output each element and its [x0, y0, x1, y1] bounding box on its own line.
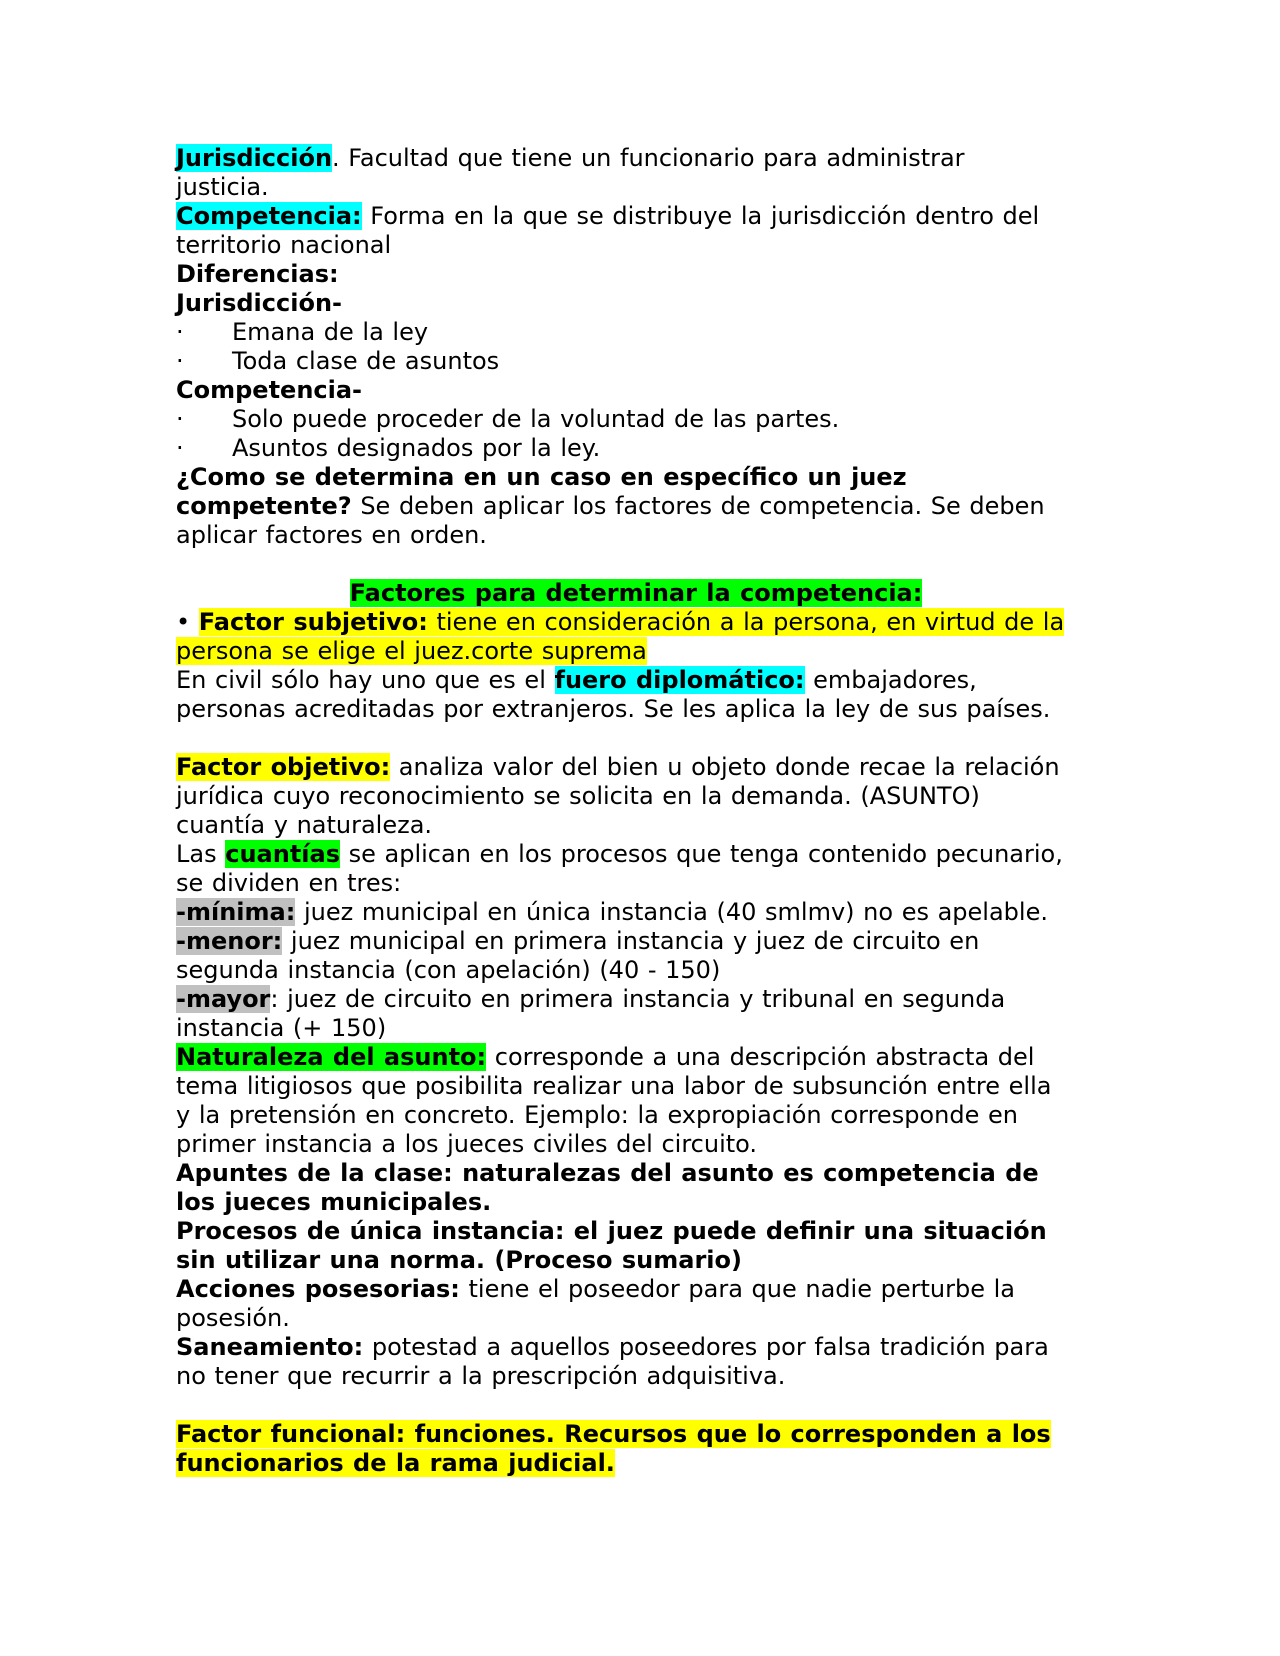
list-item: · Toda clase de asuntos	[176, 347, 500, 375]
factors-heading: Factores para determinar la competencia:	[349, 579, 923, 607]
menor-line: -menor: juez municipal en primera instancia y juez de circuito en	[176, 927, 980, 955]
question-line: competente? Se deben aplicar los factores de competencia. Se deben	[176, 492, 1045, 520]
objetivo-line-cont: cuantía y naturaleza.	[176, 811, 433, 839]
competencia-term: Competencia:	[176, 202, 362, 230]
naturaleza-line-cont: y la pretensión en concreto. Ejemplo: la expropiación corresponde en	[176, 1101, 1018, 1129]
civil-line: En civil sólo hay uno que es el fuero diplomático: embajadores,	[176, 666, 977, 694]
bullet-dot-icon: ·	[176, 434, 184, 462]
acciones-line-cont: posesión.	[176, 1304, 290, 1332]
jurisdiccion-diff-heading: Jurisdicción-	[176, 289, 342, 317]
procesos-line: Procesos de única instancia: el juez puede definir una situación	[176, 1217, 1047, 1245]
cuantias-term: cuantías	[225, 840, 340, 868]
subjetivo-line-cont: persona se elige el juez.corte suprema	[176, 637, 647, 665]
acciones-line: Acciones posesorias: tiene el poseedor para que nadie perturbe la	[176, 1275, 1015, 1303]
fuero-term: fuero diplomático:	[554, 666, 805, 694]
spacer	[176, 1391, 1096, 1420]
naturaleza-term: Naturaleza del asunto:	[176, 1043, 487, 1071]
list-item: · Asuntos designados por la ley.	[176, 434, 601, 462]
competencia-text: Forma en la que se distribuye la jurisdicción dentro del	[361, 202, 1040, 230]
mayor-line-cont: instancia (+ 150)	[176, 1014, 387, 1042]
bullet-dot-icon: ·	[176, 318, 184, 346]
spacer	[176, 550, 1096, 579]
saneamiento-line-cont: no tener que recurrir a la prescripción adquisitiva.	[176, 1362, 786, 1390]
acciones-term: Acciones posesorias:	[176, 1275, 460, 1303]
funcional-line: Factor funcional: funciones. Recursos que lo corresponden a los	[176, 1420, 1051, 1448]
bullet-dot-icon: ·	[176, 347, 184, 375]
list-item: · Solo puede proceder de la voluntad de las partes.	[176, 405, 840, 433]
competencia-diff-heading: Competencia-	[176, 376, 363, 404]
naturaleza-line-cont: primer instancia a los jueces civiles del circuito.	[176, 1130, 758, 1158]
minima-line: -mínima: juez municipal en única instancia (40 smlmv) no es apelable.	[176, 898, 1048, 926]
objetivo-line: Factor objetivo: analiza valor del bien u objeto donde recae la relación	[176, 753, 1060, 781]
differences-heading: Diferencias:	[176, 260, 339, 288]
competencia-definition-cont: territorio nacional	[176, 231, 392, 259]
bullet-icon: •	[176, 608, 191, 636]
procesos-line-cont: sin utilizar una norma. (Proceso sumario)	[176, 1246, 742, 1274]
cuantias-line: Las cuantías se aplican en los procesos que tenga contenido pecunario,	[176, 840, 1063, 868]
subjetivo-line: • Factor subjetivo: tiene en consideración a la persona, en virtud de la	[176, 608, 1065, 636]
minima-term: -mínima:	[176, 898, 296, 926]
question-line: ¿Como se determina en un caso en específico un juez	[176, 463, 907, 491]
cuantias-line-cont: se dividen en tres:	[176, 869, 402, 897]
jurisdiccion-definition	[176, 144, 1096, 173]
jurisdiccion-text: . Facultad que tiene un funcionario para administrar	[332, 144, 965, 172]
funcional-line-cont: funcionarios de la rama judicial.	[176, 1449, 615, 1477]
competencia-definition	[176, 202, 1096, 231]
bullet-dot-icon: ·	[176, 405, 184, 433]
objetivo-term: Factor objetivo:	[176, 753, 391, 781]
document-page	[176, 144, 1096, 1478]
apuntes-line: Apuntes de la clase: naturalezas del asunto es competencia de	[176, 1159, 1039, 1187]
menor-term: -menor:	[176, 927, 283, 955]
jurisdiccion-definition-cont: justicia.	[176, 173, 269, 201]
spacer	[176, 724, 1096, 753]
objetivo-line-cont: jurídica cuyo reconocimiento se solicita en la demanda. (ASUNTO)	[176, 782, 980, 810]
naturaleza-line: Naturaleza del asunto: corresponde a una descripción abstracta del	[176, 1043, 1035, 1071]
saneamiento-line: Saneamiento: potestad a aquellos poseedores por falsa tradición para	[176, 1333, 1049, 1361]
mayor-line: -mayor: juez de circuito en primera instancia y tribunal en segunda	[176, 985, 1006, 1013]
jurisdiccion-term: Jurisdicción	[176, 144, 333, 172]
subjetivo-term: Factor subjetivo:	[198, 608, 428, 636]
mayor-term: -mayor	[176, 985, 271, 1013]
question-line: aplicar factores en orden.	[176, 521, 487, 549]
naturaleza-line-cont: tema litigiosos que posibilita realizar una labor de subsunción entre ella	[176, 1072, 1052, 1100]
menor-line-cont: segunda instancia (con apelación) (40 - 150)	[176, 956, 721, 984]
apuntes-line-cont: los jueces municipales.	[176, 1188, 492, 1216]
civil-line-cont: personas acreditadas por extranjeros. Se les aplica la ley de sus países.	[176, 695, 1051, 723]
saneamiento-term: Saneamiento:	[176, 1333, 364, 1361]
list-item: · Emana de la ley	[176, 318, 429, 346]
